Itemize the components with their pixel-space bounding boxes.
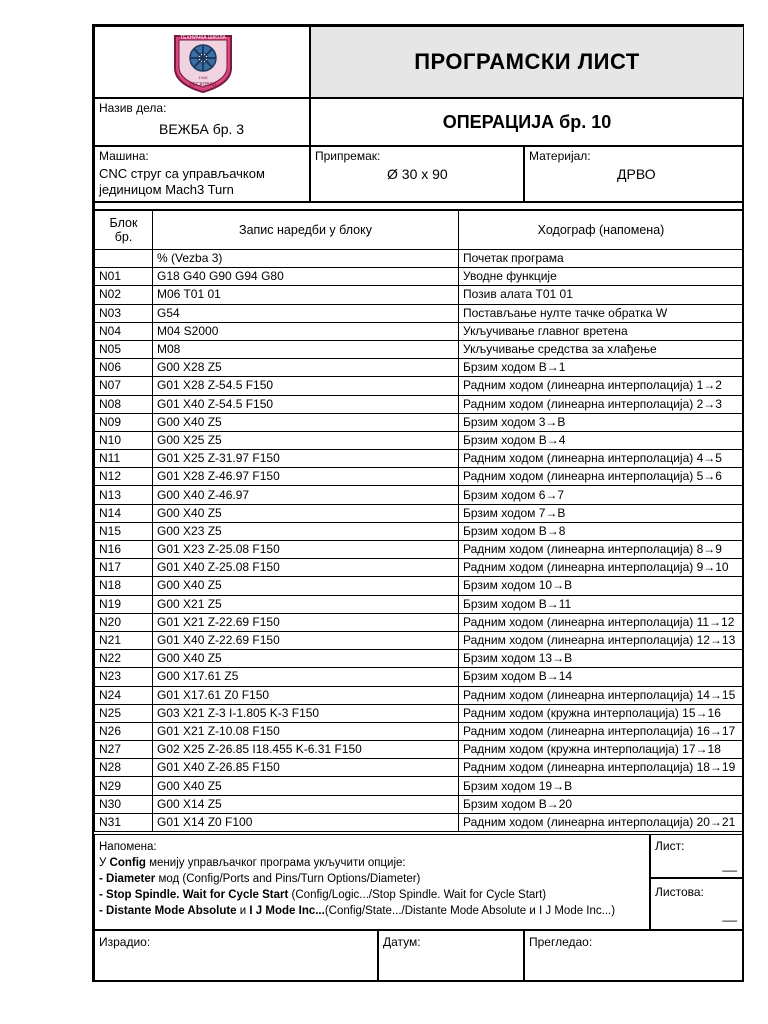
note-cell: Брзим ходом B→11 bbox=[459, 595, 744, 613]
table-row bbox=[95, 813, 744, 831]
command-cell: G01 X28 Z-54.5 F150 bbox=[153, 377, 459, 395]
logo-year-text: 1946 bbox=[198, 75, 208, 80]
note-cell: Почетак програма bbox=[459, 250, 744, 268]
table-row bbox=[95, 741, 744, 759]
program-table-wrap bbox=[94, 210, 744, 834]
note-cell: Радним ходом (линеарна интерполација) 9→10 bbox=[459, 559, 744, 577]
command-cell: G01 X28 Z-46.97 F150 bbox=[153, 468, 459, 486]
table-row bbox=[95, 613, 744, 631]
table-row bbox=[95, 395, 744, 413]
command-cell: G00 X25 Z5 bbox=[153, 431, 459, 449]
command-cell: % (Vezba 3) bbox=[153, 250, 459, 268]
note-cell: Радним ходом (линеарна интерполација) 18→19 bbox=[459, 759, 744, 777]
notes-line4-mid: и bbox=[236, 905, 250, 917]
block-number-cell: N02 bbox=[95, 286, 153, 304]
notes-line-1 bbox=[99, 855, 615, 871]
blank-label: Припремак: bbox=[315, 149, 381, 163]
command-cell: G01 X23 Z-25.08 F150 bbox=[153, 541, 459, 559]
notes-line2-bold: - Diameter bbox=[99, 873, 156, 885]
program-sheet bbox=[92, 24, 744, 982]
command-cell: G00 X40 Z5 bbox=[153, 650, 459, 668]
notes-line-3 bbox=[99, 887, 615, 903]
block-number-cell: N12 bbox=[95, 468, 153, 486]
note-cell: Брзим ходом 3→B bbox=[459, 413, 744, 431]
note-cell: Брзим ходом 10→B bbox=[459, 577, 744, 595]
notes-label: Напомена: bbox=[99, 841, 157, 853]
table-row bbox=[95, 268, 744, 286]
material-value: ДРВО bbox=[617, 166, 656, 182]
operation-title: ОПЕРАЦИЈА бр. 10 bbox=[442, 112, 612, 132]
note-cell: Радним ходом (линеарна интерполација) 14→15 bbox=[459, 686, 744, 704]
note-cell: Радним ходом (линеарна интерполација) 20→21 bbox=[459, 813, 744, 831]
table-row bbox=[95, 413, 744, 431]
command-cell: G00 X40 Z5 bbox=[153, 504, 459, 522]
notes-line-4 bbox=[99, 903, 615, 919]
notes-line-2 bbox=[99, 871, 615, 887]
machine-cell bbox=[94, 146, 310, 202]
notes-line4-post: (Config/State.../Distante Mode Absolute и I J Mode Inc...) bbox=[324, 905, 616, 917]
notes-cell bbox=[94, 834, 650, 930]
note-cell: Брзим ходом B→14 bbox=[459, 668, 744, 686]
part-name-cell bbox=[94, 98, 310, 146]
note-cell: Радним ходом (линеарна интерполација) 4→5 bbox=[459, 450, 744, 468]
part-name-value: ВЕЖБА бр. 3 bbox=[159, 121, 245, 137]
machine-value-line1: CNC струг са управљачком bbox=[99, 166, 265, 181]
note-cell: Укључивање главног вретена bbox=[459, 322, 744, 340]
block-number-cell bbox=[95, 250, 153, 268]
table-row bbox=[95, 668, 744, 686]
block-number-cell: N16 bbox=[95, 541, 153, 559]
block-number-cell: N31 bbox=[95, 813, 153, 831]
command-cell: G00 X40 Z5 bbox=[153, 577, 459, 595]
block-number-cell: N11 bbox=[95, 450, 153, 468]
date-cell bbox=[378, 930, 524, 982]
table-row bbox=[95, 795, 744, 813]
block-number-cell: N25 bbox=[95, 704, 153, 722]
notes-line1-post: менију управљачког програма укључити опције: bbox=[145, 857, 406, 869]
blank-cell bbox=[310, 146, 524, 202]
block-number-cell: N19 bbox=[95, 595, 153, 613]
table-row bbox=[95, 468, 744, 486]
note-cell: Брзим ходом 7→B bbox=[459, 504, 744, 522]
checked-by-cell bbox=[524, 930, 744, 982]
note-cell: Брзим ходом 19→B bbox=[459, 777, 744, 795]
command-cell: G01 X40 Z-25.08 F150 bbox=[153, 559, 459, 577]
block-number-cell: N10 bbox=[95, 431, 153, 449]
block-number-cell: N07 bbox=[95, 377, 153, 395]
col-header-note: Ходограф (напомена) bbox=[459, 211, 744, 250]
sheets-label: Листова: bbox=[655, 885, 704, 899]
sheets-value: __ bbox=[722, 907, 737, 922]
date-label: Датум: bbox=[383, 935, 421, 949]
note-cell: Радним ходом (линеарна интерполација) 11→12 bbox=[459, 613, 744, 631]
table-row bbox=[95, 704, 744, 722]
block-number-cell: N15 bbox=[95, 522, 153, 540]
block-number-cell: N13 bbox=[95, 486, 153, 504]
command-cell: G01 X40 Z-22.69 F150 bbox=[153, 631, 459, 649]
title-cell bbox=[310, 26, 744, 98]
note-cell: Брзим ходом B→8 bbox=[459, 522, 744, 540]
block-number-cell: N08 bbox=[95, 395, 153, 413]
table-row bbox=[95, 559, 744, 577]
command-cell: G00 X40 Z5 bbox=[153, 777, 459, 795]
sheet-label: Лист: bbox=[655, 839, 685, 853]
command-cell: G02 X25 Z-26.85 I18.455 K-6.31 F150 bbox=[153, 741, 459, 759]
sheet-number-cell bbox=[650, 834, 744, 878]
table-row bbox=[95, 777, 744, 795]
machine-value-line2: јединицом Mach3 Turn bbox=[99, 182, 234, 197]
table-row bbox=[95, 340, 744, 358]
command-cell: G01 X14 Z0 F100 bbox=[153, 813, 459, 831]
checked-by-label: Прегледао: bbox=[529, 935, 593, 949]
block-number-cell: N30 bbox=[95, 795, 153, 813]
block-number-cell: N06 bbox=[95, 359, 153, 377]
block-number-cell: N26 bbox=[95, 722, 153, 740]
note-cell: Брзим ходом B→4 bbox=[459, 431, 744, 449]
table-row bbox=[95, 650, 744, 668]
block-number-cell: N22 bbox=[95, 650, 153, 668]
table-row bbox=[95, 595, 744, 613]
command-cell: G00 X28 Z5 bbox=[153, 359, 459, 377]
note-cell: Постављање нулте тачке обратка W bbox=[459, 304, 744, 322]
operation-cell bbox=[310, 98, 744, 146]
table-row bbox=[95, 377, 744, 395]
table-row bbox=[95, 504, 744, 522]
made-by-label: Израдио: bbox=[99, 935, 151, 949]
block-number-cell: N17 bbox=[95, 559, 153, 577]
block-number-cell: N21 bbox=[95, 631, 153, 649]
table-row bbox=[95, 322, 744, 340]
command-cell: G00 X17.61 Z5 bbox=[153, 668, 459, 686]
block-number-cell: N27 bbox=[95, 741, 153, 759]
command-cell: G01 X21 Z-10.08 F150 bbox=[153, 722, 459, 740]
block-number-cell: N03 bbox=[95, 304, 153, 322]
blank-value: Ø 30 x 90 bbox=[387, 166, 448, 182]
block-number-cell: N23 bbox=[95, 668, 153, 686]
command-cell: G01 X40 Z-26.85 F150 bbox=[153, 759, 459, 777]
block-number-cell: N09 bbox=[95, 413, 153, 431]
block-number-cell: N01 bbox=[95, 268, 153, 286]
block-number-cell: N18 bbox=[95, 577, 153, 595]
logo-bottom-text: ЛЕСКОВАЦ bbox=[189, 82, 217, 88]
table-row bbox=[95, 541, 744, 559]
command-cell: M06 T01 01 bbox=[153, 286, 459, 304]
notes-line1-pre: У bbox=[99, 857, 110, 869]
block-number-cell: N24 bbox=[95, 686, 153, 704]
table-row bbox=[95, 359, 744, 377]
note-cell: Радним ходом (кружна интерполација) 17→18 bbox=[459, 741, 744, 759]
note-cell: Радним ходом (кружна интерполација) 15→16 bbox=[459, 704, 744, 722]
table-row bbox=[95, 250, 744, 268]
page-title: ПРОГРАМСКИ ЛИСТ bbox=[414, 49, 640, 74]
note-cell: Уводне функције bbox=[459, 268, 744, 286]
command-cell: G18 G40 G90 G94 G80 bbox=[153, 268, 459, 286]
school-logo-icon bbox=[167, 30, 239, 94]
table-row bbox=[95, 450, 744, 468]
material-label: Материјал: bbox=[529, 149, 591, 163]
command-cell: M08 bbox=[153, 340, 459, 358]
note-cell: Радним ходом (линеарна интерполација) 1→2 bbox=[459, 377, 744, 395]
note-cell: Брзим ходом 13→B bbox=[459, 650, 744, 668]
table-row bbox=[95, 522, 744, 540]
sheet-value: __ bbox=[722, 857, 737, 872]
notes-line3-post: (Config/Logic.../Stop Spindle. Wait for Cycle Start) bbox=[288, 889, 547, 901]
command-cell: G01 X17.61 Z0 F150 bbox=[153, 686, 459, 704]
program-table-body bbox=[95, 250, 744, 832]
command-cell: G00 X40 Z-46.97 bbox=[153, 486, 459, 504]
command-cell: G00 X40 Z5 bbox=[153, 413, 459, 431]
table-row bbox=[95, 486, 744, 504]
table-row bbox=[95, 631, 744, 649]
command-cell: G01 X25 Z-31.97 F150 bbox=[153, 450, 459, 468]
material-cell bbox=[524, 146, 744, 202]
note-cell: Радним ходом (линеарна интерполација) 5→6 bbox=[459, 468, 744, 486]
part-name-label: Назив дела: bbox=[99, 101, 167, 115]
note-cell: Радним ходом (линеарна интерполација) 8→9 bbox=[459, 541, 744, 559]
col-header-code: Запис наредби у блоку bbox=[153, 211, 459, 250]
table-row bbox=[95, 286, 744, 304]
block-number-cell: N04 bbox=[95, 322, 153, 340]
col-header-block-line1: Блок bbox=[109, 216, 138, 230]
col-header-block-line2: бр. bbox=[114, 230, 133, 244]
note-cell: Укључивање средства за хлађење bbox=[459, 340, 744, 358]
note-cell: Брзим ходом 6→7 bbox=[459, 486, 744, 504]
notes-line3-bold: - Stop Spindle. Wait for Cycle Start bbox=[99, 889, 289, 901]
note-cell: Позив алата T01 01 bbox=[459, 286, 744, 304]
logo-cell bbox=[94, 26, 310, 98]
note-cell: Радним ходом (линеарна интерполација) 16→17 bbox=[459, 722, 744, 740]
note-cell: Радним ходом (линеарна интерполација) 2→3 bbox=[459, 395, 744, 413]
note-cell: Брзим ходом B→1 bbox=[459, 359, 744, 377]
block-number-cell: N14 bbox=[95, 504, 153, 522]
notes-line1-bold: Config bbox=[109, 857, 146, 869]
command-cell: G00 X21 Z5 bbox=[153, 595, 459, 613]
spacer-row bbox=[94, 202, 744, 210]
command-cell: G01 X21 Z-22.69 F150 bbox=[153, 613, 459, 631]
block-number-cell: N20 bbox=[95, 613, 153, 631]
machine-label: Машина: bbox=[99, 149, 149, 163]
command-cell: G00 X14 Z5 bbox=[153, 795, 459, 813]
table-row bbox=[95, 577, 744, 595]
command-cell: G01 X40 Z-54.5 F150 bbox=[153, 395, 459, 413]
table-row bbox=[95, 686, 744, 704]
table-row bbox=[95, 759, 744, 777]
logo-top-text: ТЕХНИЧКА ШКОЛА bbox=[180, 35, 226, 41]
notes-line4-bold: - Distante Mode Absolute bbox=[99, 905, 237, 917]
command-cell: G03 X21 Z-3 I-1.805 K-3 F150 bbox=[153, 704, 459, 722]
notes-line4-bold2: I J Mode Inc... bbox=[249, 905, 325, 917]
command-cell: M04 S2000 bbox=[153, 322, 459, 340]
made-by-cell bbox=[94, 930, 378, 982]
table-row bbox=[95, 431, 744, 449]
notes-line2-post: мод (Config/Ports and Pins/Turn Options/Diameter) bbox=[155, 873, 421, 885]
col-header-block bbox=[95, 211, 153, 250]
table-row bbox=[95, 304, 744, 322]
program-table bbox=[94, 210, 744, 832]
note-cell: Брзим ходом B→20 bbox=[459, 795, 744, 813]
block-number-cell: N29 bbox=[95, 777, 153, 795]
block-number-cell: N28 bbox=[95, 759, 153, 777]
table-row bbox=[95, 722, 744, 740]
note-cell: Радним ходом (линеарна интерполација) 12→13 bbox=[459, 631, 744, 649]
sheet-count-cell bbox=[650, 878, 744, 930]
block-number-cell: N05 bbox=[95, 340, 153, 358]
command-cell: G00 X23 Z5 bbox=[153, 522, 459, 540]
command-cell: G54 bbox=[153, 304, 459, 322]
